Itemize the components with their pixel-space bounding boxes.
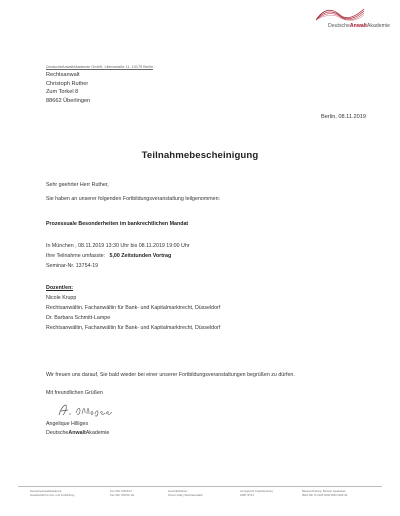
recipient-address (46, 71, 90, 105)
closing-text: Wir freuen uns darauf, Sie bald wieder bei einer unserer Fortbildungsveranstaltungen begrüßen zu dürfen. (46, 372, 295, 378)
letter-date: Berlin, 08.11.2019 (321, 114, 366, 120)
speaker-2-name: Dr. Barbara Schmitt-Lampe (46, 315, 111, 321)
handwritten-signature (56, 402, 120, 418)
footer-contact: Fon 030 726153-0 Fax 030 726153-111 (110, 490, 135, 497)
course-title: Prozessuale Besonderheiten im bankrechtlichen Mandat (46, 221, 189, 227)
company-logo (290, 6, 390, 32)
location-label: In München , (46, 243, 77, 249)
scope-label: Ihre Teilnahme umfasste: (46, 253, 106, 259)
speaker-2-title: Rechtsanwältin, Fachanwältin für Bank- und Kapitalmarktrecht, Düsseldorf (46, 325, 221, 331)
speakers-heading: Dozent/en: (46, 285, 74, 291)
speaker-1-title: Rechtsanwältin, Fachanwältin für Bank- und Kapitalmarktrecht, Düsseldorf (46, 305, 221, 311)
signatory-organization: DeutscheAnwaltAkademie (46, 430, 110, 436)
logo-wave-icon (314, 6, 366, 22)
recipient-name: Christoph Ruther (46, 80, 89, 87)
recipient-street: Zum Torkel 8 (46, 89, 79, 96)
speaker-1-name: Nicole Krupp (46, 295, 77, 301)
recipient-role: Rechtsanwalt (46, 72, 80, 78)
course-start: 08.11.2019 13:30 Uhr (78, 243, 129, 249)
footer-bank: Bankverbindung: Berliner Sparkasse IBAN DE 70 1005 0000 0660 0008 49 (302, 490, 348, 497)
footer-divider (18, 486, 382, 487)
page-title: Teilnahmebescheinigung (141, 150, 259, 161)
signatory-name: Angelique Hilliges (46, 421, 89, 427)
scope-value: 5,00 Zeitstunden Vortrag (109, 253, 172, 259)
footer-register: Amtsgericht Charlottenburg HRB 79713 (240, 490, 273, 497)
greeting: Mit freundlichen Grüßen (46, 390, 103, 396)
footer-company: DeutscheAnwaltAkademie Gesellschaft für Aus- und Fortbildung (30, 490, 75, 497)
course-dates (46, 243, 190, 249)
salutation: Sehr geehrter Herr Ruther, (46, 182, 109, 188)
intro-text: Sie haben an unserer folgenden Fortbildungsveranstaltung teilgenommen: (46, 196, 221, 202)
seminar-number: Seminar-Nr. 13754-19 (46, 263, 99, 269)
footer-management: Geschäftsführer: Kirsten Hüby, Rechtsanwältin (168, 490, 203, 497)
bis-label: bis (130, 243, 138, 249)
logo-wordmark: DeutscheAnwaltAkademie (327, 23, 390, 29)
course-scope (46, 253, 171, 259)
sender-address-line: DeutscheAnwaltAkademie GmbH, Littenstraße 11, 10179 Berlin (46, 65, 153, 69)
recipient-city: 88662 Überlingen (46, 97, 91, 104)
course-end: 08.11.2019 19:00 Uhr (138, 243, 190, 249)
